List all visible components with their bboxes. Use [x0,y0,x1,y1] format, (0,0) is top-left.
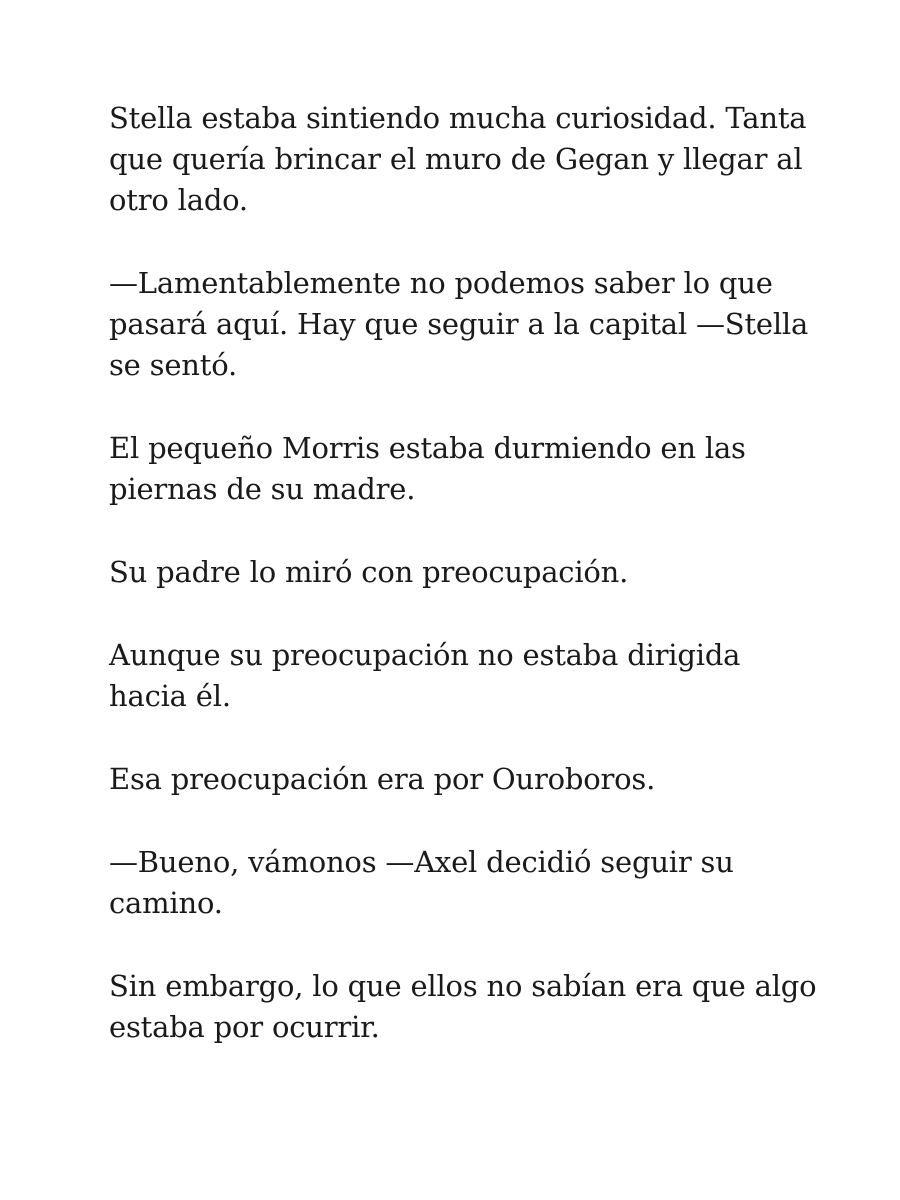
paragraph-2 [109,263,809,386]
paragraph-line: se sentó. [109,348,238,382]
paragraph-line: pasará aquí. Hay que seguir a la capital —Stella [109,307,809,341]
paragraph-line: —Bueno, vámonos —Axel decidió seguir su [109,845,734,879]
paragraph-line: Sin embargo, lo que ellos no sabían era que algo [109,969,817,1003]
paragraph-1 [109,98,809,221]
paragraph-line: hacia él. [109,679,231,713]
paragraph-4 [109,552,809,593]
paragraph-3 [109,428,809,510]
paragraph-line: estaba por ocurrir. [109,1010,380,1044]
paragraph-6 [109,759,809,800]
paragraph-line: —Lamentablemente no podemos saber lo que [109,266,773,300]
paragraph-line: Esa preocupación era por Ouroboros. [109,762,656,796]
paragraph-line: Aunque su preocupación no estaba dirigida [109,638,741,672]
paragraph-line: que quería brincar el muro de Gegan y llegar al [109,142,803,176]
paragraph-line: camino. [109,886,223,920]
paragraph-line: Stella estaba sintiendo mucha curiosidad. Tanta [109,101,807,135]
paragraph-7 [109,842,809,924]
paragraph-line: El pequeño Morris estaba durmiendo en las [109,431,746,465]
paragraph-line: Su padre lo miró con preocupación. [109,555,629,589]
text-column [109,98,817,1090]
paragraph-5 [109,635,809,717]
paragraph-8 [109,966,817,1048]
paragraph-line: otro lado. [109,183,248,217]
paragraph-line: piernas de su madre. [109,472,416,506]
